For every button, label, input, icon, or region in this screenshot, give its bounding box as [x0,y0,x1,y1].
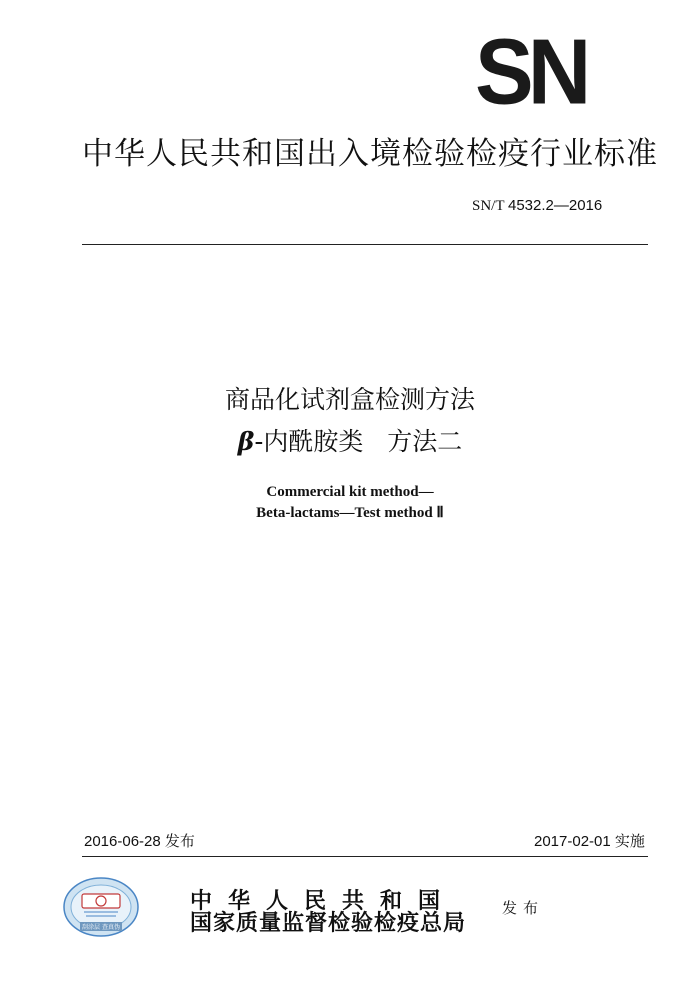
standard-code: 4532.2—2016 [507,197,603,214]
title-en-line1: Commercial kit method— [266,484,434,500]
header-divider [82,244,648,245]
title-cn-line2 [0,422,700,458]
footer-divider [82,856,648,857]
title-cn-line2-text: -内酰胺类 方法二 [254,427,463,456]
standard-prefix: SN/T [472,198,505,214]
issuer-line1: 中华人民共和国 [190,888,457,914]
implement-date: 2017-02-01 实施 [534,833,645,850]
beta-symbol: β [237,427,255,456]
standard-number [472,197,602,215]
title-en-line2: Beta-lactams—Test method Ⅱ [256,505,444,521]
anti-counterfeit-seal [62,876,140,938]
sn-logo: SN [475,19,586,124]
seal-label: 刮涂层 查真伪 [82,924,120,931]
industry-standard-title: 中华人民共和国出入境检验检疫行业标准 [82,136,658,172]
title-cn-line1: 商品化试剂盒检测方法 [224,385,475,414]
issuer-line2: 国家质量监督检验检疫总局 [190,910,467,936]
issue-label: 发布 [502,899,545,917]
publish-date: 2016-06-28 发布 [84,833,195,850]
